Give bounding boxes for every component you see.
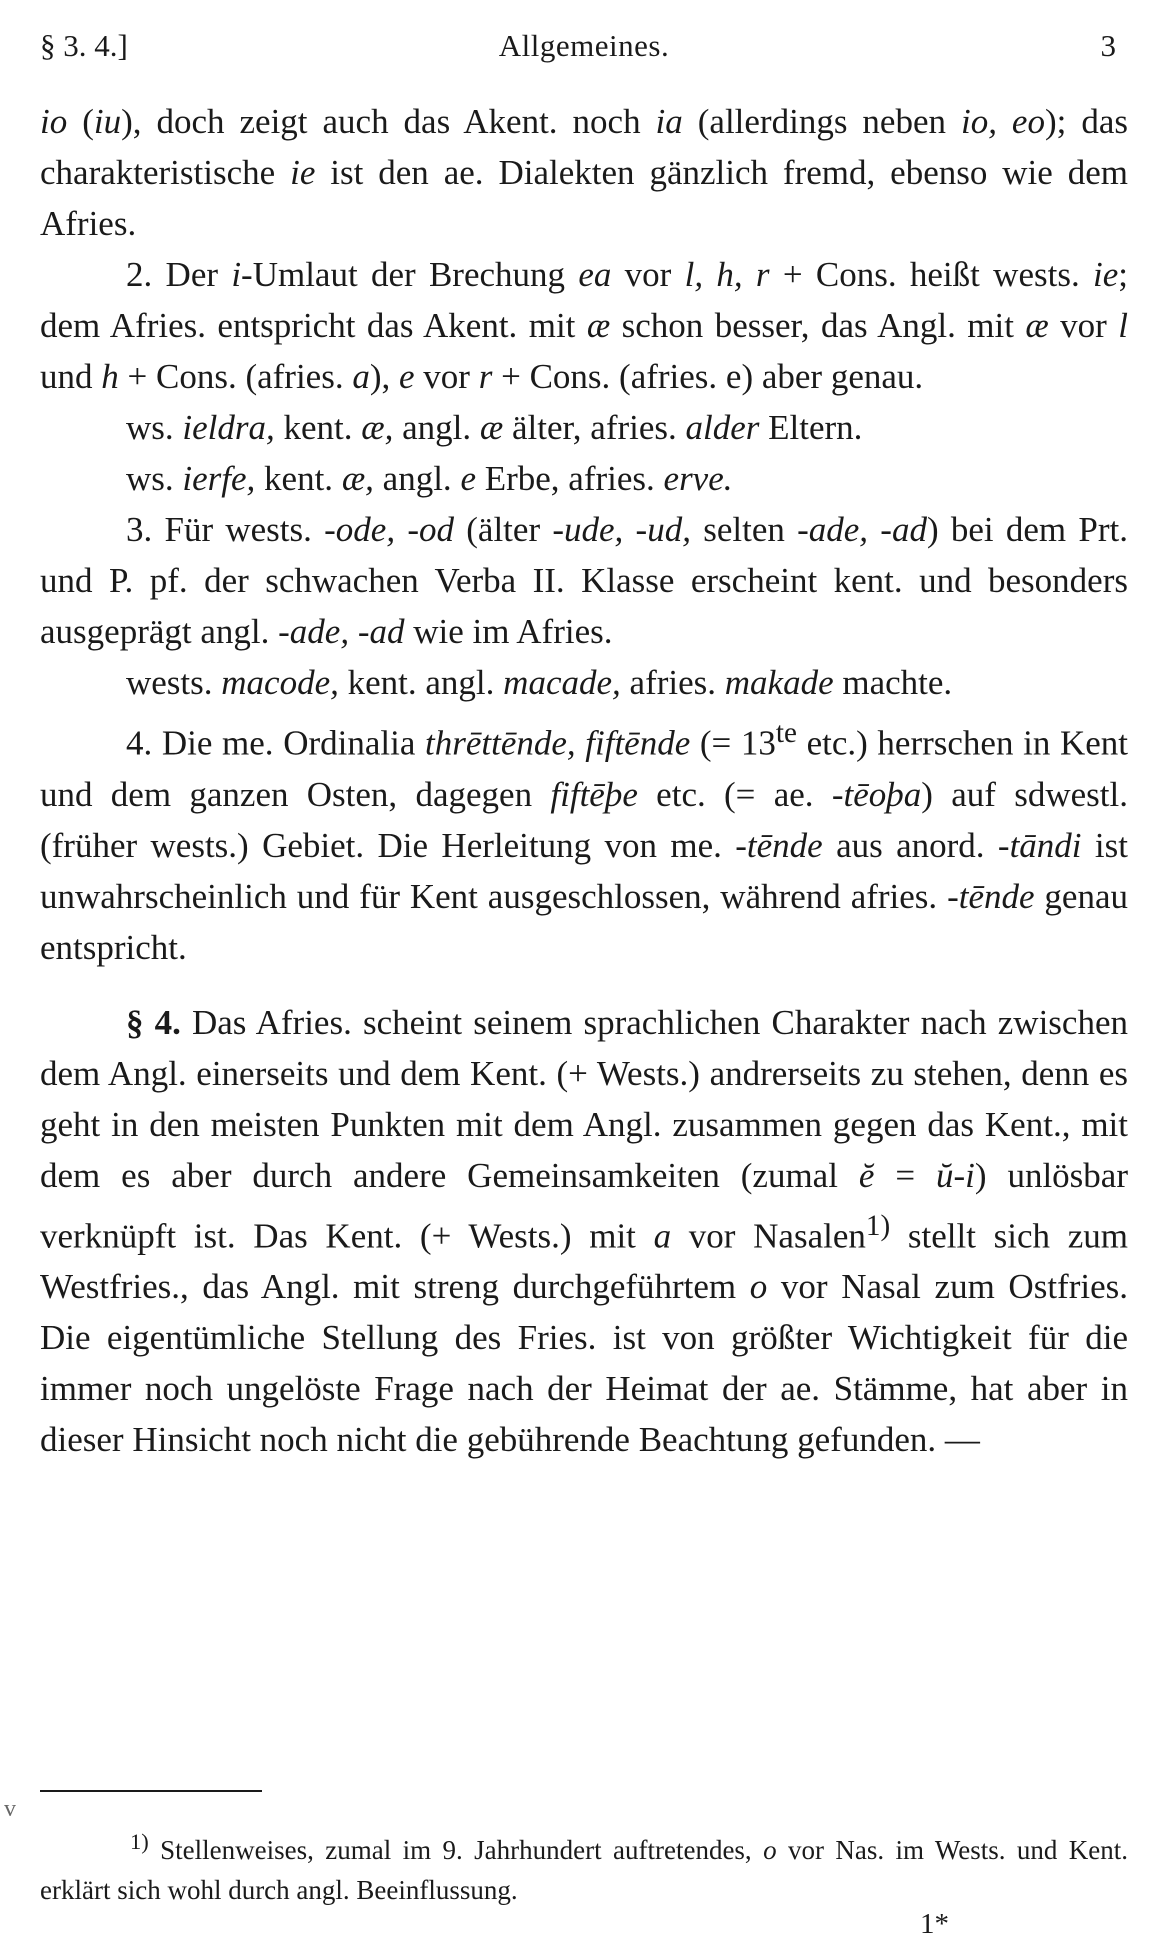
- italic-form: ie: [1093, 255, 1119, 294]
- text-run: stellt sich zum Westfries., das Angl. mit streng durchgeführtem: [40, 1216, 1128, 1307]
- paragraph-2: [40, 249, 1128, 402]
- text-run: ); das charakteristische: [40, 102, 1128, 192]
- italic-form: -ude, -ud,: [552, 510, 691, 549]
- italic-form: o: [749, 1267, 768, 1307]
- footnote-marker: 1): [130, 1829, 149, 1854]
- text-run: (= 13: [690, 723, 776, 763]
- italic-form: e: [460, 459, 476, 498]
- text-run: ) auf sdwestl. (früher wests.) Gebiet. Die Herleitung von me.: [40, 774, 1128, 865]
- text-run: + Cons. (afries.: [118, 357, 353, 396]
- italic-form: a: [352, 357, 370, 396]
- text-run: 4. Die me. Ordinalia: [126, 723, 425, 763]
- italic-form: ĕ: [858, 1155, 875, 1195]
- italic-form: io, eo: [960, 102, 1045, 141]
- text-run: angl.: [393, 408, 480, 447]
- footnote-reference[interactable]: 1): [865, 1209, 891, 1242]
- italic-form: ea: [578, 255, 612, 294]
- italic-form: æ,: [361, 408, 394, 447]
- italic-form: -tāndi: [997, 825, 1082, 865]
- text-run: kent.: [274, 408, 362, 447]
- text-run: Erbe, afries.: [475, 459, 664, 498]
- margin-mark: v: [4, 1796, 16, 1822]
- text-run: älter, afries.: [503, 408, 686, 447]
- text-run: ; dem Afries. entspricht das Akent. mit: [40, 255, 1128, 345]
- text-run: etc. (= ae.: [637, 774, 832, 814]
- example-line-2: [40, 453, 1128, 504]
- section-reference: § 3. 4.]: [40, 28, 128, 63]
- italic-form: makade: [724, 663, 834, 702]
- paragraph-4: [40, 708, 1128, 973]
- italic-form: iu: [93, 102, 122, 141]
- italic-form: ŭ-i: [936, 1155, 975, 1195]
- text-run: selten: [690, 510, 798, 549]
- italic-form: -tēnde: [735, 825, 823, 865]
- section-4-paragraph: [40, 997, 1128, 1466]
- text-run: aus anord.: [822, 825, 998, 865]
- text-run: wie im Afries.: [404, 612, 613, 651]
- text-run: ist unwahrscheinlich und für Kent ausgeschlossen, während afries.: [40, 825, 1128, 916]
- italic-form: æ,: [341, 459, 374, 498]
- example-line-3: [40, 657, 1128, 708]
- italic-form: l, h, r: [684, 255, 770, 294]
- text-run: Das Afries. scheint seinem sprachlichen Charakter nach zwischen dem Angl. einerseits und dem Kent. (+ Wests.) andrerseits zu stehen, denn es geht in den meisten Punkten mit dem Angl. zusammen gegen das Kent., mit dem es aber durch andere Gemeinsamkeiten (zumal: [40, 1002, 1128, 1195]
- text-run: ) bei dem Prt. und P. pf. der schwachen Verba II. Klasse erscheint kent. und besonders ausgeprägt angl.: [40, 510, 1128, 651]
- italic-form: r: [478, 357, 493, 396]
- running-title: Allgemeines.: [498, 28, 670, 63]
- italic-form: alder: [685, 408, 760, 447]
- text-run: wests.: [126, 663, 222, 702]
- text-run: (älter: [454, 510, 553, 549]
- footnote: [40, 1822, 1128, 1910]
- text-run: Stellenweises, zumal im 9. Jahrhundert auftretendes,: [148, 1835, 764, 1865]
- text-run: ws.: [126, 459, 183, 498]
- text-run: 3. Für wests.: [126, 510, 325, 549]
- text-run: vor Nasal zum Ostfries. Die eigentümliche Stellung des Fries. ist von größter Wichtigkeit für die immer noch ungelöste Frage nach der Heimat der ae. Stämme, hat aber in dieser Hinsicht noch nicht die gebührende Beachtung gefunden. —: [40, 1267, 1128, 1460]
- italic-form: l: [1118, 306, 1128, 345]
- paragraph-3: [40, 504, 1128, 657]
- italic-form: ia: [655, 102, 683, 141]
- text-run: etc.) herrschen in Kent und dem ganzen Osten, dagegen: [40, 723, 1128, 814]
- text-run: ), doch zeigt auch das Akent. noch: [121, 102, 656, 141]
- text-run: vor: [611, 255, 685, 294]
- footnote-text: [40, 1822, 1128, 1910]
- text-run: kent. angl.: [338, 663, 504, 702]
- italic-form: e: [399, 357, 415, 396]
- main-text: [40, 96, 1128, 1465]
- italic-form: ie: [290, 153, 316, 192]
- text-run: vor: [1048, 306, 1119, 345]
- text-run: (allerdings neben: [682, 102, 961, 141]
- italic-form: -tēoþa: [831, 774, 922, 814]
- text-run: genau entspricht.: [40, 876, 1128, 967]
- paragraph-continuation: [40, 96, 1128, 249]
- text-run: ist den ae. Dialekten gänzlich fremd, ebenso wie dem Afries.: [40, 153, 1129, 243]
- italic-form: i: [231, 255, 242, 294]
- text-run: machte.: [833, 663, 953, 702]
- example-line-1: [40, 402, 1128, 453]
- signature-mark: 1*: [920, 1908, 949, 1940]
- section-number: § 4.: [126, 1002, 181, 1042]
- italic-form: æ: [479, 408, 504, 447]
- footnote-rule: [40, 1790, 262, 1792]
- italic-form: macade,: [503, 663, 621, 702]
- italic-form: macode,: [221, 663, 339, 702]
- italic-form: a: [653, 1216, 672, 1256]
- text-run: ),: [369, 357, 399, 396]
- text-run: angl.: [373, 459, 461, 498]
- italic-form: -ade, -ad: [278, 612, 405, 651]
- italic-form: thrēttēnde, fiftēnde: [425, 723, 691, 763]
- italic-form: -ode, -od: [324, 510, 455, 549]
- text-run: + Cons. heißt wests.: [769, 255, 1093, 294]
- text-run: (: [67, 102, 94, 141]
- text-run: -Umlaut der Brechung: [241, 255, 579, 294]
- italic-form: -tēnde: [947, 876, 1035, 916]
- italic-form: -ade, -ad: [797, 510, 927, 549]
- text-run: ) unlösbar verknüpft ist. Das Kent. (+ Wests.) mit: [40, 1155, 1128, 1256]
- text-run: Eltern.: [759, 408, 863, 447]
- text-run: kent.: [255, 459, 342, 498]
- italic-form: ieldra,: [182, 408, 275, 447]
- italic-form: io: [40, 102, 68, 141]
- text-run: vor Nasalen: [671, 1216, 866, 1256]
- italic-form: æ: [586, 306, 611, 345]
- text-run: vor Nas. im Wests. und Kent. erklärt sich wohl durch angl. Beeinflussung.: [40, 1835, 1128, 1905]
- running-header: [40, 22, 1128, 72]
- ordinal-superscript: te: [775, 717, 797, 749]
- page-number: 3: [1100, 28, 1116, 63]
- text-run: schon besser, das Angl. mit: [610, 306, 1026, 345]
- italic-form: h: [101, 357, 119, 396]
- text-run: und: [40, 357, 102, 396]
- italic-form: fiftēþe: [550, 774, 638, 814]
- italic-form: erve.: [663, 459, 733, 498]
- text-run: 2. Der: [126, 255, 232, 294]
- italic-form: æ: [1025, 306, 1049, 345]
- italic-form: o: [763, 1835, 777, 1865]
- text-run: vor: [414, 357, 479, 396]
- text-run: =: [874, 1155, 936, 1195]
- text-run: + Cons. (afries. e) aber genau.: [492, 357, 924, 396]
- text-run: afries.: [620, 663, 725, 702]
- italic-form: ierfe,: [182, 459, 256, 498]
- text-run: ws.: [126, 408, 183, 447]
